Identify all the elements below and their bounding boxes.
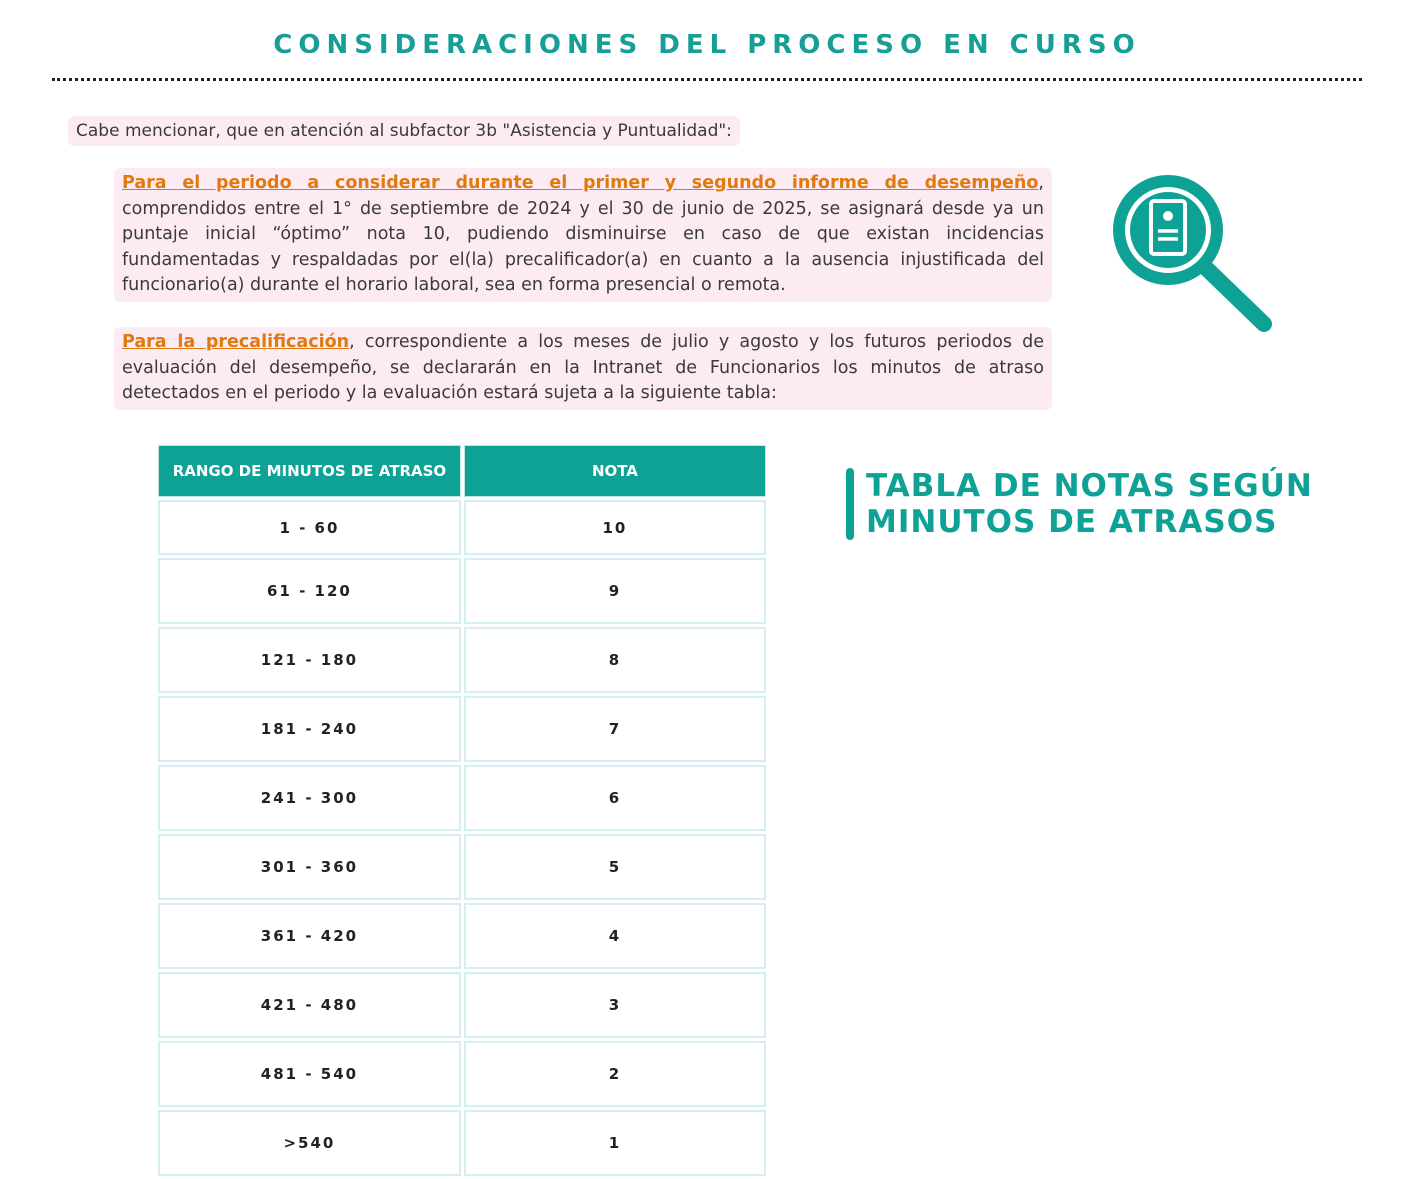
column-header-grade: NOTA (464, 445, 766, 497)
range-cell: 121 - 180 (158, 627, 461, 693)
table-row (158, 972, 766, 1038)
range-cell: 61 - 120 (158, 558, 461, 624)
table-header-row (158, 445, 766, 497)
accent-bar (846, 468, 854, 540)
table-row (158, 765, 766, 831)
grade-cell: 4 (464, 903, 766, 969)
page-title: CONSIDERACIONES DEL PROCESO EN CURSO (273, 30, 1141, 60)
range-cell: 481 - 540 (158, 1041, 461, 1107)
grade-cell: 2 (464, 1041, 766, 1107)
range-cell: 181 - 240 (158, 696, 461, 762)
highlight-precalification: Para la precalificación (122, 332, 350, 352)
range-cell: 1 - 60 (158, 500, 461, 555)
column-header-range: RANGO DE MINUTOS DE ATRASO (158, 445, 461, 497)
paragraph-first-period (114, 168, 1052, 302)
range-cell: 241 - 300 (158, 765, 461, 831)
table-row (158, 627, 766, 693)
grade-cell: 1 (464, 1110, 766, 1176)
range-cell: 361 - 420 (158, 903, 461, 969)
paragraph-precalification-text: , correspondiente a los meses de julio y agosto y los futuros periodos de evaluación del desempeño, se declararán en la Intranet de Funcionarios los minutos de atraso detectados en el periodo y la evaluación estará sujeta a la siguiente tabla: (122, 332, 1045, 403)
paragraph-precalification (114, 327, 1052, 410)
magnifier-document-icon (1106, 170, 1286, 340)
grade-cell: 7 (464, 696, 766, 762)
range-cell: >540 (158, 1110, 461, 1176)
range-cell: 301 - 360 (158, 834, 461, 900)
range-cell: 421 - 480 (158, 972, 461, 1038)
grade-cell: 3 (464, 972, 766, 1038)
grade-cell: 10 (464, 500, 766, 555)
intro-text: Cabe mencionar, que en atención al subfactor 3b "Asistencia y Puntualidad": (68, 116, 740, 146)
grade-cell: 6 (464, 765, 766, 831)
table-row (158, 834, 766, 900)
table-row (158, 1110, 766, 1176)
table-row (158, 558, 766, 624)
side-heading-line1: TABLA DE NOTAS SEGÚN (866, 468, 1313, 504)
table-row (158, 903, 766, 969)
dotted-divider (52, 78, 1362, 81)
grade-cell: 8 (464, 627, 766, 693)
table-row (158, 500, 766, 555)
table-row (158, 1041, 766, 1107)
table-row (158, 696, 766, 762)
side-heading-line2: MINUTOS DE ATRASOS (866, 504, 1278, 540)
delay-grade-table (158, 445, 766, 1176)
side-heading (846, 468, 1313, 540)
grade-cell: 9 (464, 558, 766, 624)
highlight-first-period: Para el periodo a considerar durante el primer y segundo informe de desempeño (122, 173, 1039, 193)
grade-cell: 5 (464, 834, 766, 900)
paragraph-first-period-text: , comprendidos entre el 1° de septiembre de 2024 y el 30 de junio de 2025, se asignará desde ya un puntaje inicial “óptimo” nota 10, pudiendo disminuirse en caso de que existan incidencias fundamentadas y respaldadas por el(la) precalificador(a) en cuanto a la ausencia injustificada del funcionario(a) durante el horario laboral, sea en forma presencial o remota. (122, 173, 1044, 295)
